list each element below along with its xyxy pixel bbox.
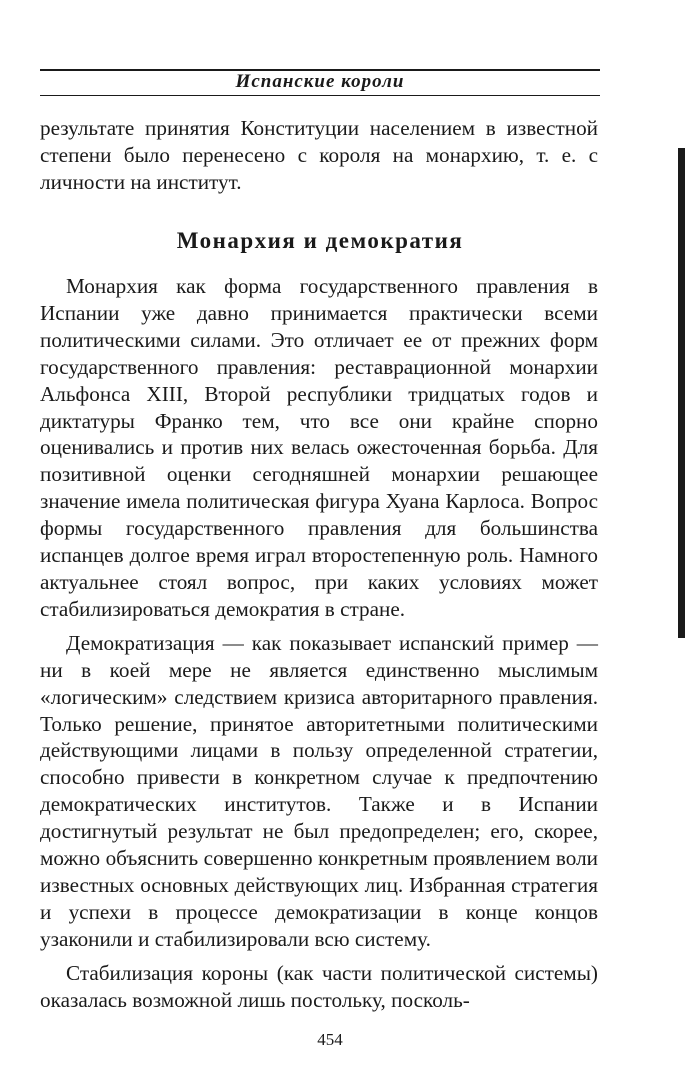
page-edge-shadow [678,148,685,638]
body-paragraph-2: Демократизация — как показывает испанский пример — ни в коей мере не является единственно мыслимым «логическим» следствием кризиса авторитарного правления. Только решение, принятое авторитетными политическими действующими лицами в пользу определенной стратегии, способно привести в конкретном случае к предпочтению демократических институтов. Также и в Испании достигнутый результат не был предопределен; его, скорее, можно объяснить совершенно конкретным проявлением воли известных основных действующих лиц. Избранная стратегия и успехи в процессе демократизации в конце концов узаконили и стабилизировали всю систему. [40,630,598,951]
header-rule-bottom [40,95,600,96]
section-heading: Монархия и демократия [176,228,464,253]
body-paragraph-3: Стабилизация короны (как части политической системы) оказалась возможной лишь постольку, посколь- [40,960,598,1012]
page-number: 454 [317,1030,343,1049]
running-title: Испанские короли [235,71,405,92]
continuation-paragraph: результате принятия Конституции населением в известной степени было перенесено с короля на монархию, т. е. с личности на институт. [40,116,598,194]
body-paragraph-1: Монархия как форма государственного правления в Испании уже давно принимается практически всеми политическими силами. Это отличает ее от прежних форм государственного правления: реставрационной монархии Альфонса XIII, Второй республики тридцатых годов и диктатуры Франко тем, что все они крайне спорно оценивались и против них велась ожесточенная борьба. Для позитивной оценки сегодняшней монархии решающее значение имела политическая фигура Хуана Карлоса. Вопрос формы государственного правления для большинства испанцев долгое время играл второстепенную роль. Намного актуальнее стоял вопрос, при каких условиях может стабилизироваться демократия в стране. [40,274,598,621]
section-body [40,273,598,1020]
